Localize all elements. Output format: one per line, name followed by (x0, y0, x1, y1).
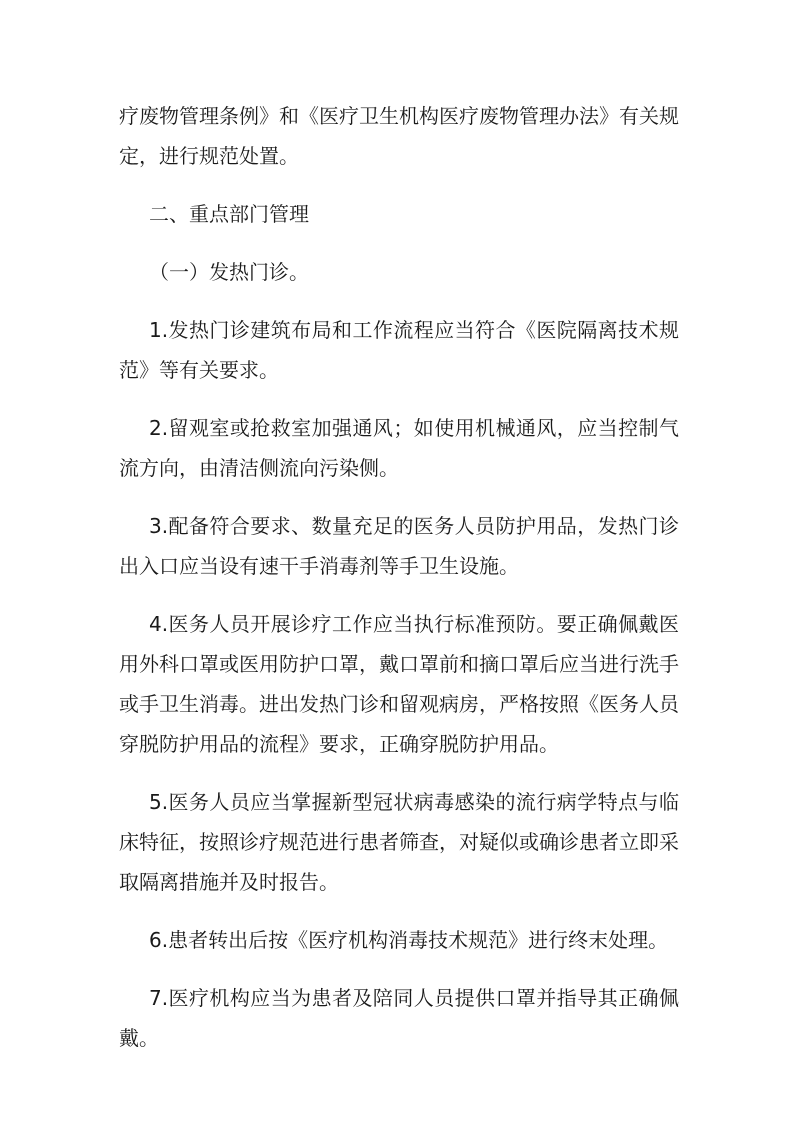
list-item-4: 4.医务人员开展诊疗工作应当执行标准预防。要正确佩戴医用外科口罩或医用防护口罩，戴口罩前和摘口罩后应当进行洗手或手卫生消毒。进出发热门诊和留观病房，严格按照《医务人员穿脱防护用品的流程》要求，正确穿脱防护用品。 (119, 612, 679, 756)
list-item-1: 1.发热门诊建筑布局和工作流程应当符合《医院隔离技术规范》等有关要求。 (119, 318, 679, 382)
list-item-7: 7.医疗机构应当为患者及陪同人员提供口罩并指导其正确佩戴。 (119, 986, 679, 1050)
document-body (119, 96, 679, 1076)
list-item-2: 2.留观室或抢救室加强通风；如使用机械通风，应当控制气流方向，由清洁侧流向污染侧。 (119, 416, 679, 480)
list-item-6: 6.患者转出后按《医疗机构消毒技术规范》进行终末处理。 (149, 928, 669, 952)
subsection-heading: （一）发热门诊。 (149, 260, 309, 284)
list-item-5: 5.医务人员应当掌握新型冠状病毒感染的流行病学特点与临床特征，按照诊疗规范进行患者筛查，对疑似或确诊患者立即采取隔离措施并及时报告。 (119, 790, 679, 894)
list-item-3: 3.配备符合要求、数量充足的医务人员防护用品，发热门诊出入口应当设有速干手消毒剂等手卫生设施。 (119, 514, 679, 578)
paragraph-continuation: 疗废物管理条例》和《医疗卫生机构医疗废物管理办法》有关规定，进行规范处置。 (119, 104, 679, 168)
section-heading: 二、重点部门管理 (149, 202, 309, 226)
